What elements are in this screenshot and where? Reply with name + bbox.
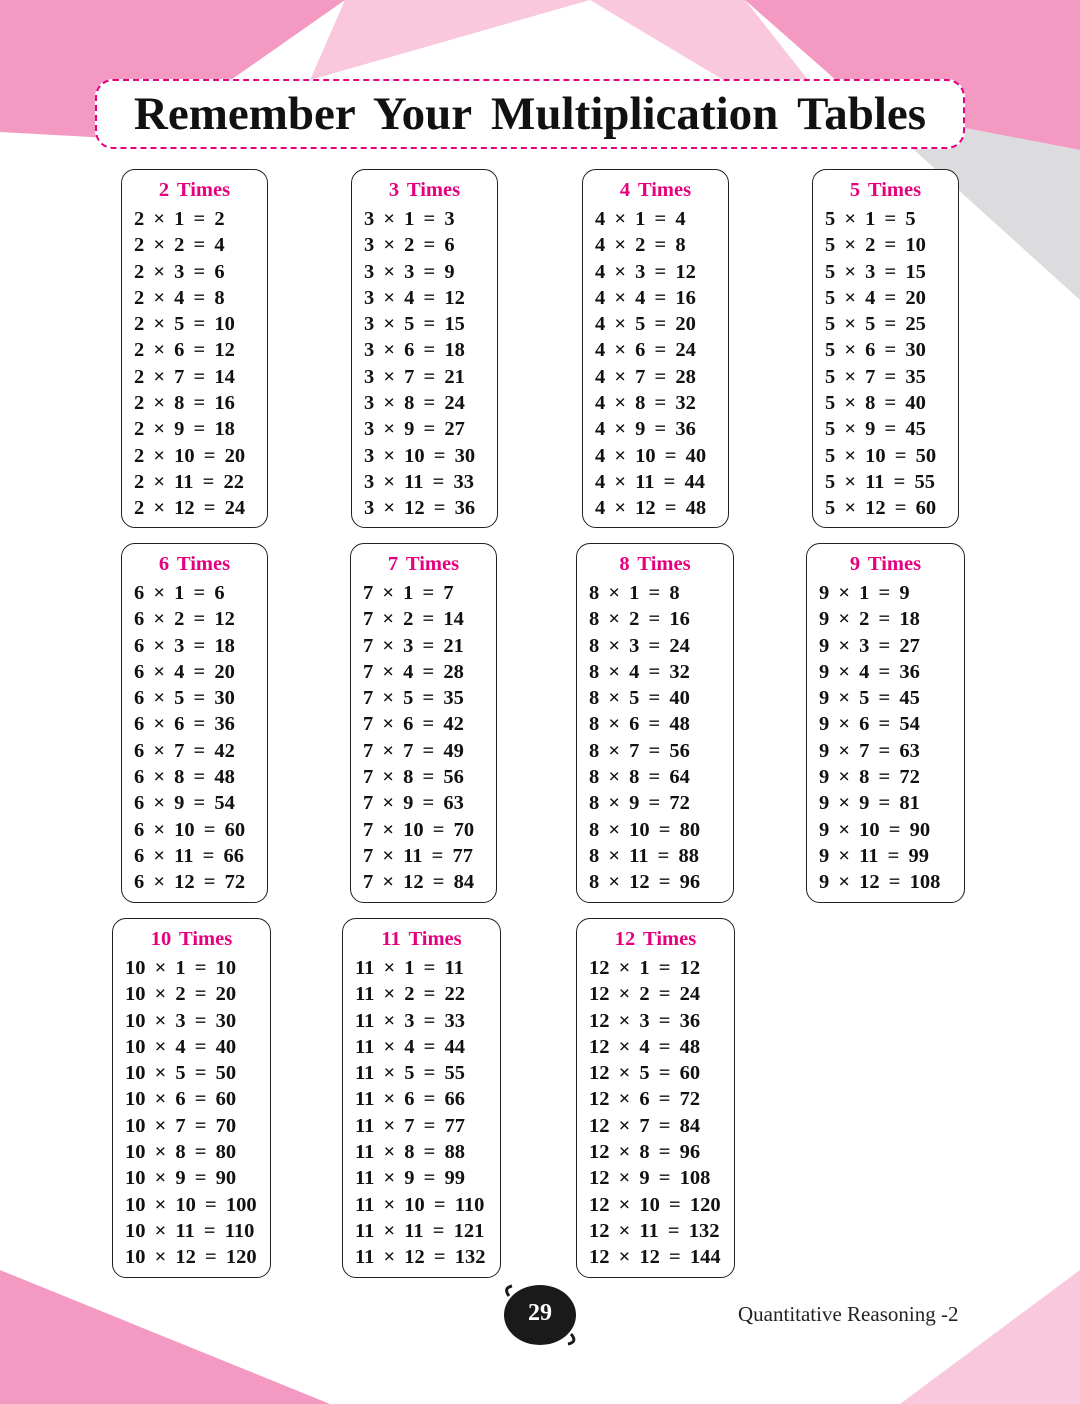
table-row: 9 × 11 = 99	[819, 844, 929, 867]
table-row: 11 × 1 = 11	[355, 957, 464, 979]
table-5-times	[812, 169, 959, 528]
table-row: 10 × 4 = 40	[125, 1035, 237, 1058]
table-row: 10 × 10 = 100	[125, 1193, 257, 1216]
table-2-times	[121, 169, 268, 528]
table-11-times	[342, 918, 501, 1278]
book-title: Quantitative Reasoning -2	[738, 1302, 959, 1326]
table-row: 4 × 6 = 24	[595, 339, 696, 362]
table-row: 4 × 11 = 44	[595, 470, 705, 493]
table-row: 4 × 1 = 4	[595, 208, 686, 230]
table-row: 8 × 9 = 72	[589, 792, 690, 815]
table-row: 6 × 9 = 54	[134, 792, 235, 815]
table-row: 3 × 9 = 27	[364, 418, 465, 441]
table-row: 11 × 11 = 121	[355, 1219, 485, 1242]
table-row: 7 × 6 = 42	[363, 713, 464, 736]
table-row: 3 × 7 = 21	[364, 365, 465, 388]
table-row: 10 × 1 = 10	[125, 957, 237, 979]
table-4-times	[582, 169, 729, 528]
table-row: 5 × 7 = 35	[825, 365, 926, 388]
table-row: 4 × 4 = 16	[595, 286, 696, 309]
table-row: 7 × 12 = 84	[363, 871, 475, 894]
table-row: 4 × 3 = 12	[595, 260, 696, 283]
table-7-times	[350, 543, 497, 903]
table-row: 2 × 10 = 20	[134, 444, 246, 467]
table-row: 4 × 7 = 28	[595, 365, 696, 388]
table-row: 5 × 5 = 25	[825, 313, 926, 336]
table-row: 6 × 11 = 66	[134, 844, 244, 867]
table-9-times	[806, 543, 965, 903]
table-heading: 6 Times	[158, 553, 231, 575]
table-row: 8 × 8 = 64	[589, 766, 690, 789]
table-row: 4 × 8 = 32	[595, 392, 696, 415]
table-row: 7 × 10 = 70	[363, 818, 475, 841]
table-row: 10 × 3 = 30	[125, 1009, 237, 1032]
table-heading: 2 Times	[158, 179, 231, 201]
table-heading: 5 Times	[849, 179, 922, 201]
table-row: 11 × 6 = 66	[355, 1088, 465, 1111]
table-row: 3 × 5 = 15	[364, 313, 465, 336]
table-row: 5 × 12 = 60	[825, 497, 937, 520]
table-heading: 9 Times	[849, 553, 922, 575]
page-number-badge	[500, 1282, 580, 1348]
table-heading: 11 Times	[381, 928, 462, 950]
table-row: 2 × 2 = 4	[134, 234, 225, 257]
table-row: 6 × 2 = 12	[134, 608, 235, 631]
table-row: 9 × 10 = 90	[819, 818, 931, 841]
table-3-times	[351, 169, 498, 528]
table-row: 9 × 2 = 18	[819, 608, 920, 631]
table-row: 8 × 6 = 48	[589, 713, 690, 736]
table-row: 7 × 1 = 7	[363, 582, 454, 604]
table-row: 8 × 4 = 32	[589, 660, 690, 683]
table-row: 11 × 8 = 88	[355, 1141, 465, 1164]
table-row: 11 × 12 = 132	[355, 1246, 486, 1269]
table-row: 12 × 4 = 48	[589, 1035, 701, 1058]
table-row: 6 × 10 = 60	[134, 818, 246, 841]
table-row: 11 × 9 = 99	[355, 1167, 465, 1190]
table-row: 10 × 7 = 70	[125, 1114, 237, 1137]
table-8-times	[576, 543, 734, 903]
table-row: 4 × 10 = 40	[595, 444, 707, 467]
table-row: 3 × 12 = 36	[364, 497, 476, 520]
table-row: 3 × 4 = 12	[364, 286, 465, 309]
table-row: 11 × 7 = 77	[355, 1114, 465, 1137]
table-row: 5 × 9 = 45	[825, 418, 926, 441]
table-row: 9 × 8 = 72	[819, 766, 920, 789]
table-row: 6 × 6 = 36	[134, 713, 235, 736]
table-row: 10 × 6 = 60	[125, 1088, 237, 1111]
table-row: 2 × 6 = 12	[134, 339, 235, 362]
table-row: 11 × 10 = 110	[355, 1193, 485, 1216]
table-row: 6 × 1 = 6	[134, 582, 225, 604]
table-heading: 10 Times	[150, 928, 233, 950]
table-row: 3 × 6 = 18	[364, 339, 465, 362]
table-row: 2 × 11 = 22	[134, 470, 244, 493]
table-heading: 8 Times	[619, 553, 691, 575]
table-row: 8 × 12 = 96	[589, 871, 701, 894]
table-row: 2 × 9 = 18	[134, 418, 235, 441]
table-row: 8 × 3 = 24	[589, 634, 690, 657]
table-row: 8 × 5 = 40	[589, 687, 690, 710]
table-row: 2 × 4 = 8	[134, 286, 225, 309]
table-row: 10 × 8 = 80	[125, 1141, 237, 1164]
page-number: 29	[528, 1300, 552, 1326]
table-row: 3 × 10 = 30	[364, 444, 476, 467]
table-row: 3 × 2 = 6	[364, 234, 455, 257]
table-row: 10 × 11 = 110	[125, 1219, 255, 1242]
table-row: 3 × 11 = 33	[364, 470, 474, 493]
table-row: 10 × 5 = 50	[125, 1062, 237, 1085]
table-row: 8 × 7 = 56	[589, 739, 690, 762]
table-row: 5 × 10 = 50	[825, 444, 937, 467]
table-heading: 4 Times	[619, 179, 692, 201]
table-row: 3 × 1 = 3	[364, 208, 455, 230]
table-heading: 7 Times	[387, 553, 460, 575]
table-row: 12 × 3 = 36	[589, 1009, 701, 1032]
page-title: Remember Your Multiplication Tables	[133, 88, 927, 140]
table-row: 6 × 12 = 72	[134, 871, 246, 894]
table-row: 7 × 3 = 21	[363, 634, 464, 657]
table-row: 2 × 1 = 2	[134, 208, 225, 230]
table-row: 2 × 3 = 6	[134, 260, 225, 283]
table-row: 4 × 9 = 36	[595, 418, 696, 441]
table-row: 6 × 5 = 30	[134, 687, 235, 710]
table-row: 12 × 8 = 96	[589, 1141, 701, 1164]
table-row: 9 × 9 = 81	[819, 792, 920, 815]
table-row: 5 × 8 = 40	[825, 392, 926, 415]
table-row: 7 × 4 = 28	[363, 660, 464, 683]
table-row: 8 × 1 = 8	[589, 582, 680, 604]
table-row: 9 × 5 = 45	[819, 687, 920, 710]
table-row: 11 × 5 = 55	[355, 1062, 465, 1085]
table-row: 9 × 1 = 9	[819, 582, 910, 604]
table-row: 5 × 3 = 15	[825, 260, 926, 283]
table-row: 12 × 1 = 12	[589, 957, 701, 979]
table-row: 4 × 12 = 48	[595, 497, 707, 520]
table-row: 12 × 2 = 24	[589, 983, 701, 1006]
table-row: 2 × 12 = 24	[134, 497, 246, 520]
table-row: 5 × 2 = 10	[825, 234, 926, 257]
table-row: 9 × 6 = 54	[819, 713, 920, 736]
table-row: 2 × 8 = 16	[134, 392, 235, 415]
table-row: 8 × 10 = 80	[589, 818, 701, 841]
table-heading: 12 Times	[614, 928, 697, 950]
table-row: 8 × 2 = 16	[589, 608, 690, 631]
table-row: 9 × 7 = 63	[819, 739, 920, 762]
table-row: 12 × 5 = 60	[589, 1062, 701, 1085]
table-row: 2 × 7 = 14	[134, 365, 235, 388]
table-row: 9 × 3 = 27	[819, 634, 920, 657]
table-row: 3 × 3 = 9	[364, 260, 455, 283]
table-row: 6 × 4 = 20	[134, 660, 235, 683]
table-row: 12 × 12 = 144	[589, 1246, 721, 1269]
table-row: 7 × 11 = 77	[363, 844, 473, 867]
table-row: 12 × 9 = 108	[589, 1167, 711, 1190]
table-row: 10 × 12 = 120	[125, 1246, 257, 1269]
table-row: 7 × 2 = 14	[363, 608, 464, 631]
table-row: 7 × 5 = 35	[363, 687, 464, 710]
table-row: 5 × 4 = 20	[825, 286, 926, 309]
table-heading: 3 Times	[388, 179, 461, 201]
table-row: 11 × 4 = 44	[355, 1035, 465, 1058]
table-row: 12 × 6 = 72	[589, 1088, 701, 1111]
table-row: 8 × 11 = 88	[589, 844, 699, 867]
table-row: 5 × 6 = 30	[825, 339, 926, 362]
table-row: 11 × 3 = 33	[355, 1009, 465, 1032]
table-row: 4 × 2 = 8	[595, 234, 686, 257]
table-row: 10 × 9 = 90	[125, 1167, 237, 1190]
table-row: 11 × 2 = 22	[355, 983, 465, 1006]
table-row: 6 × 7 = 42	[134, 739, 235, 762]
table-row: 5 × 11 = 55	[825, 470, 935, 493]
table-row: 6 × 8 = 48	[134, 766, 235, 789]
table-row: 12 × 11 = 132	[589, 1219, 720, 1242]
table-row: 9 × 12 = 108	[819, 871, 941, 894]
table-row: 12 × 10 = 120	[589, 1193, 721, 1216]
table-row: 4 × 5 = 20	[595, 313, 696, 336]
table-row: 7 × 8 = 56	[363, 766, 464, 789]
table-row: 6 × 3 = 18	[134, 634, 235, 657]
table-10-times	[112, 918, 271, 1278]
table-6-times	[121, 543, 268, 903]
table-row: 7 × 7 = 49	[363, 739, 464, 762]
table-12-times	[576, 918, 735, 1278]
table-row: 5 × 1 = 5	[825, 208, 916, 230]
table-row: 9 × 4 = 36	[819, 660, 920, 683]
table-row: 3 × 8 = 24	[364, 392, 465, 415]
table-row: 7 × 9 = 63	[363, 792, 464, 815]
table-row: 10 × 2 = 20	[125, 983, 237, 1006]
table-row: 2 × 5 = 10	[134, 313, 235, 336]
table-row: 12 × 7 = 84	[589, 1114, 701, 1137]
